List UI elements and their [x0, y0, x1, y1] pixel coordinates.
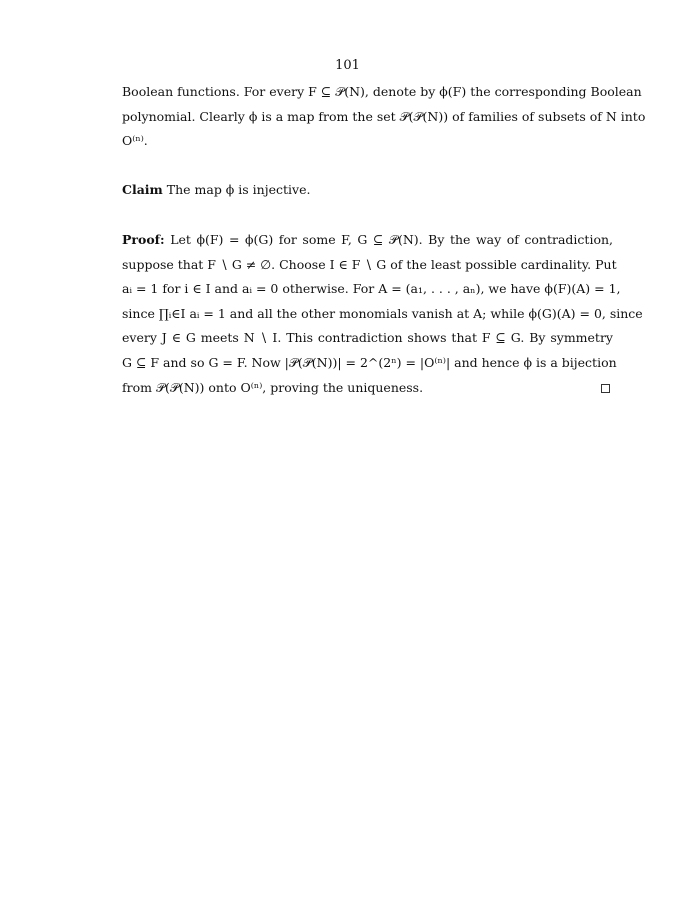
proof-paragraph [122, 228, 643, 400]
proof-label: Proof: [122, 232, 165, 247]
page-number: 101 [335, 58, 360, 73]
proof-line [122, 228, 613, 253]
proof-line: every J ∈ G meets N ∖ I. This contradiction shows that F ⊆ G. By symmetry [122, 330, 613, 346]
proof-first-line-text: Let ϕ(F) = ϕ(G) for some F, G ⊆ 𝒫(N). By the way of contradiction, [164, 232, 613, 247]
intro-line: O⁽ⁿ⁾. [122, 133, 148, 149]
intro-paragraph [122, 80, 646, 154]
qed-square-icon [601, 384, 610, 393]
proof-line: G ⊆ F and so G = F. Now |𝒫(𝒫(N))| = 2^(2ⁿ) = |O⁽ⁿ⁾| and hence ϕ is a bijection [122, 354, 617, 370]
claim-text: The map ϕ is injective. [162, 182, 311, 197]
proof-line: aᵢ = 1 for i ∈ I and aᵢ = 0 otherwise. For A = (a₁, . . . , aₙ), we have ϕ(F)(A) = 1, [122, 281, 621, 297]
intro-line: Boolean functions. For every F ⊆ 𝒫(N), denote by ϕ(F) the corresponding Boolean [122, 84, 642, 99]
claim-line [122, 178, 613, 203]
claim-label: Claim [122, 182, 163, 197]
proof-line: suppose that F ∖ G ≠ ∅. Choose I ∈ F ∖ G of the least possible cardinality. Put [122, 256, 617, 272]
claim-paragraph [122, 178, 613, 203]
intro-line: polynomial. Clearly ϕ is a map from the set 𝒫(𝒫(N)) of families of subsets of N into [122, 108, 646, 124]
proof-line: since ∏ᵢ∈I aᵢ = 1 and all the other monomials vanish at A; while ϕ(G)(A) = 0, since [122, 305, 643, 321]
proof-line: from 𝒫(𝒫(N)) onto O⁽ⁿ⁾, proving the uniqueness. [122, 379, 424, 395]
